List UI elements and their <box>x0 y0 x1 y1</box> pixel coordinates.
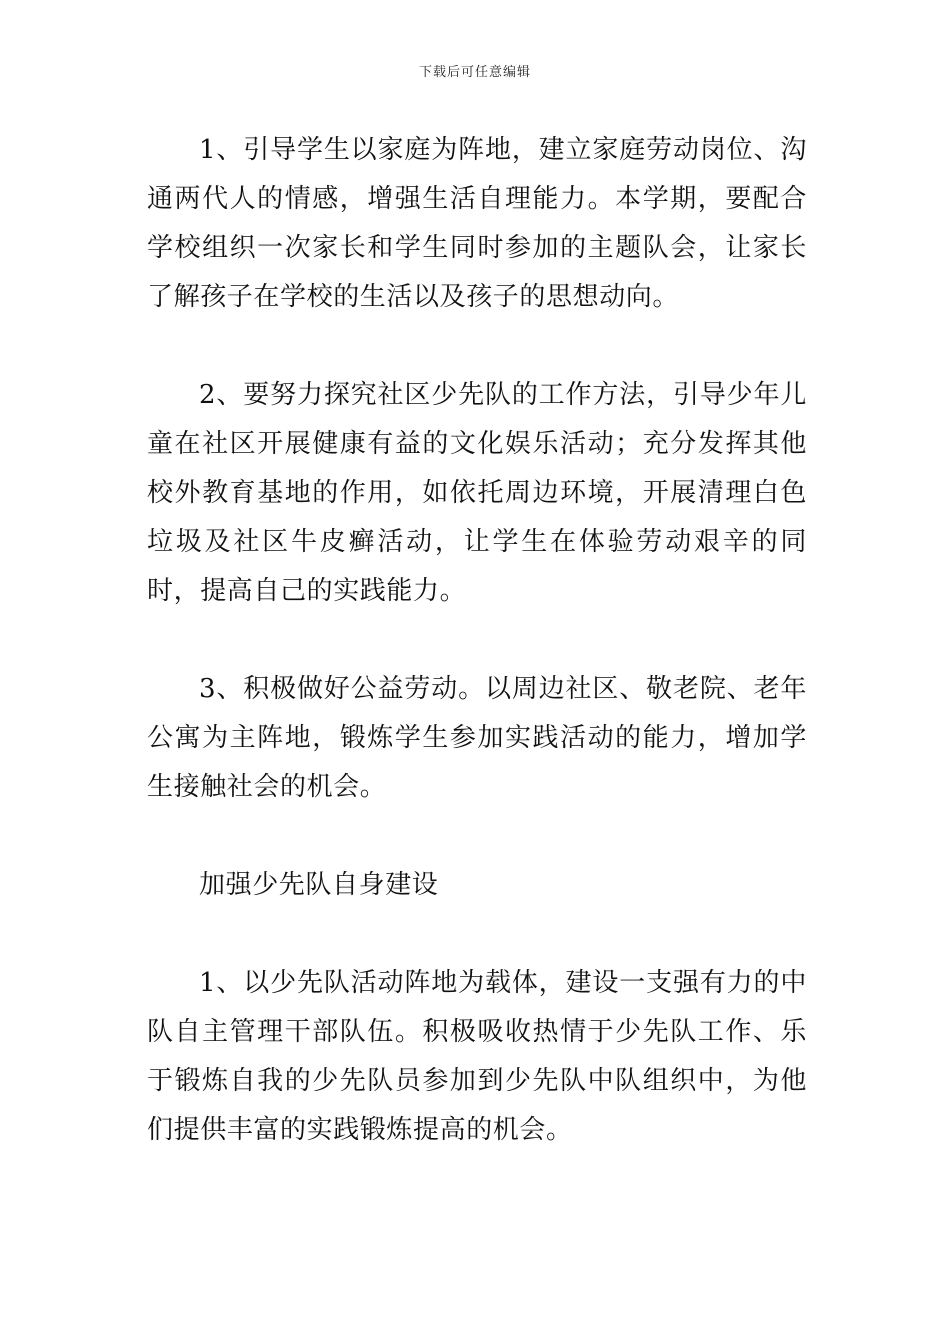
page-header: 下载后可任意编辑 <box>418 65 531 80</box>
paragraph-4: 1、以少先队活动阵地为载体，建设一支强有力的中队自主管理干部队伍。积极吸收热情于少先队工作、乐于锻炼自我的少先队员参加到少先队中队组织中，为他们提供丰富的实践锻炼提高的机会。 <box>147 968 807 1145</box>
section-heading: 加强少先队自身建设 <box>199 870 439 900</box>
paragraph-2: 2、要努力探究社区少先队的工作方法，引导少年儿童在社区开展健康有益的文化娱乐活动；充分发挥其他校外教育基地的作用，如依托周边环境，开展清理白色垃圾及社区牛皮癣活动，让学生在体验劳动艰辛的同时，提高自己的实践能力。 <box>147 380 807 606</box>
document-body <box>147 126 807 1155</box>
paragraph-3: 3、积极做好公益劳动。以周边社区、敬老院、老年公寓为主阵地，锻炼学生参加实践活动的能力，增加学生接触社会的机会。 <box>147 674 807 802</box>
paragraph-1: 1、引导学生以家庭为阵地，建立家庭劳动岗位、沟通两代人的情感，增强生活自理能力。本学期，要配合学校组织一次家长和学生同时参加的主题队会，让家长了解孩子在学校的生活以及孩子的思想动向。 <box>147 135 807 312</box>
